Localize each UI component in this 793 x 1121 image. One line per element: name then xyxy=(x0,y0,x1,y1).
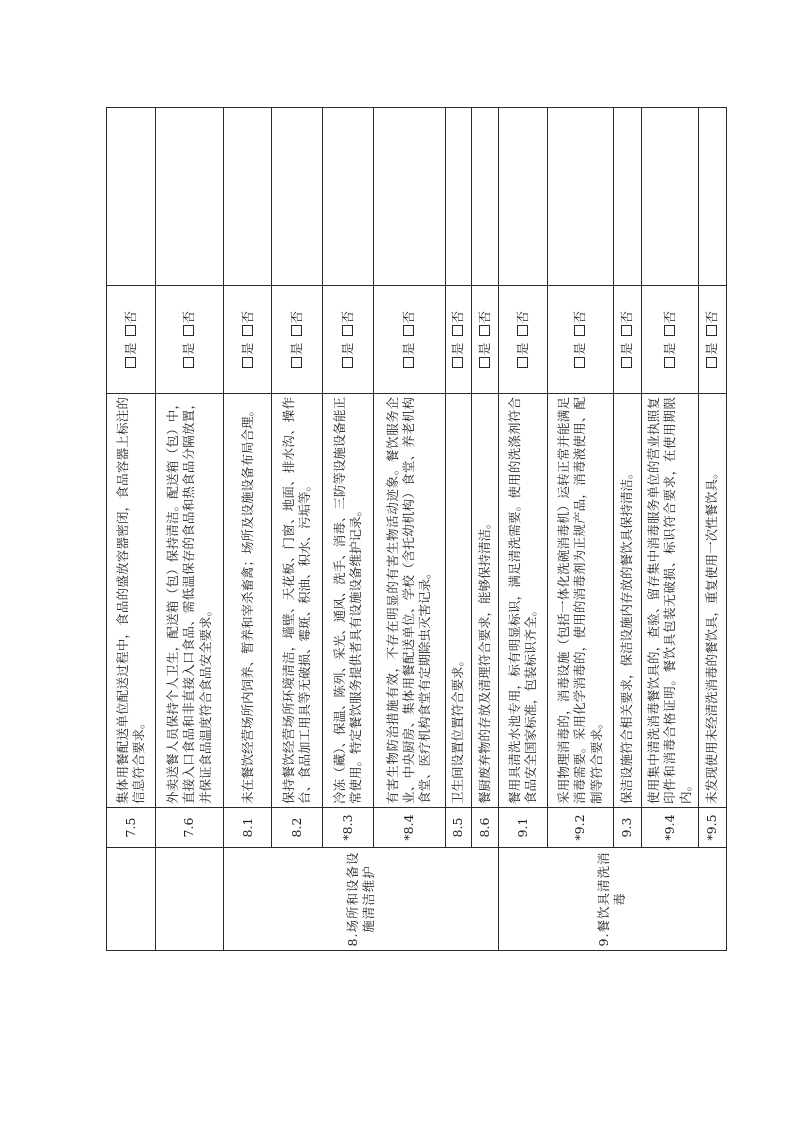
checkbox-no[interactable] xyxy=(125,326,136,337)
yes-option[interactable] xyxy=(572,343,587,369)
checkbox-no[interactable] xyxy=(621,326,632,337)
remarks-cell[interactable] xyxy=(498,108,547,286)
no-option[interactable] xyxy=(240,311,255,337)
option-label-yes: 是 xyxy=(401,342,417,356)
option-label-no: 否 xyxy=(661,310,677,324)
yes-option[interactable] xyxy=(240,343,255,369)
yes-no-cell xyxy=(498,286,547,394)
option-label-no: 否 xyxy=(239,310,255,324)
item-code: *9.5 xyxy=(699,808,727,848)
checkbox-no[interactable] xyxy=(403,326,414,337)
option-label-no: 否 xyxy=(514,310,530,324)
checkbox-yes[interactable] xyxy=(183,357,194,368)
checkbox-no[interactable] xyxy=(706,326,717,337)
option-label-yes: 是 xyxy=(572,342,588,356)
item-requirement: 餐用具清洗水池专用，标有明显标识，满足清洗需要。使用的洗涤剂符合食品安全国家标准，包装标识齐全。 xyxy=(498,394,547,808)
yes-option[interactable] xyxy=(450,343,465,369)
remarks-cell[interactable] xyxy=(107,108,156,286)
yes-no-cell xyxy=(614,286,642,394)
item-code: *8.4 xyxy=(373,808,445,848)
item-requirement: 集体用餐配送单位配送过程中，食品的盛放容器密闭，食品容器上标注的信息符合要求。 xyxy=(107,394,156,808)
option-label-yes: 是 xyxy=(288,342,304,356)
option-label-yes: 是 xyxy=(181,342,197,356)
table-row xyxy=(322,108,373,951)
table-row xyxy=(641,108,698,951)
checkbox-no[interactable] xyxy=(479,326,490,337)
no-option[interactable] xyxy=(515,311,530,337)
remarks-cell[interactable] xyxy=(445,108,472,286)
no-option[interactable] xyxy=(477,311,492,337)
rotated-inspection-table xyxy=(106,108,727,951)
yes-no-cell xyxy=(699,286,727,394)
remarks-cell[interactable] xyxy=(699,108,727,286)
table-row xyxy=(224,108,272,951)
item-code: 9.3 xyxy=(614,808,642,848)
no-option[interactable] xyxy=(704,311,719,337)
checkbox-yes[interactable] xyxy=(664,357,675,368)
option-label-no: 否 xyxy=(704,310,720,324)
item-code: 8.6 xyxy=(472,808,499,848)
remarks-cell[interactable] xyxy=(547,108,613,286)
table-row xyxy=(472,108,499,951)
remarks-cell[interactable] xyxy=(155,108,224,286)
option-label-no: 否 xyxy=(181,310,197,324)
option-label-no: 否 xyxy=(122,310,138,324)
table-row xyxy=(107,108,156,951)
yes-no-cell xyxy=(322,286,373,394)
item-requirement: 外卖送餐人员保持个人卫生，配送箱（包）保持清洁。配送箱（包）中，直接入口食品和非直接入口食品、需低温保存的食品和热食品分隔放置，并保证食品温度符合食品安全要求。 xyxy=(155,394,224,808)
yes-option[interactable] xyxy=(477,343,492,369)
option-label-no: 否 xyxy=(339,310,355,324)
item-requirement: 采用物理消毒的，消毒设施（包括一体化洗碗消毒机）运转正常并能满足消毒需要。采用化学消毒的，使用的消毒剂为正规产品，消毒液使用、配制等符合要求。 xyxy=(547,394,613,808)
option-label-yes: 是 xyxy=(514,342,530,356)
checkbox-yes[interactable] xyxy=(291,357,302,368)
item-code: 8.2 xyxy=(271,808,322,848)
item-code: 7.6 xyxy=(155,808,224,848)
remarks-cell[interactable] xyxy=(614,108,642,286)
yes-no-cell xyxy=(445,286,472,394)
option-label-yes: 是 xyxy=(339,342,355,356)
checkbox-no[interactable] xyxy=(291,326,302,337)
yes-option[interactable] xyxy=(401,343,416,369)
checkbox-yes[interactable] xyxy=(574,357,585,368)
yes-no-cell xyxy=(155,286,224,394)
option-label-no: 否 xyxy=(450,310,466,324)
option-label-no: 否 xyxy=(288,310,304,324)
option-label-yes: 是 xyxy=(122,342,138,356)
checkbox-yes[interactable] xyxy=(621,357,632,368)
checkbox-no[interactable] xyxy=(342,326,353,337)
item-code: 7.5 xyxy=(107,808,156,848)
remarks-cell[interactable] xyxy=(373,108,445,286)
category-cell-empty xyxy=(107,848,156,951)
option-label-yes: 是 xyxy=(239,342,255,356)
item-code: 9.1 xyxy=(498,808,547,848)
checkbox-yes[interactable] xyxy=(517,357,528,368)
item-code: *8.3 xyxy=(322,808,373,848)
no-option[interactable] xyxy=(662,311,677,337)
checkbox-no[interactable] xyxy=(242,326,253,337)
yes-option[interactable] xyxy=(515,343,530,369)
no-option[interactable] xyxy=(401,311,416,337)
yes-option[interactable] xyxy=(123,343,138,369)
yes-no-cell xyxy=(224,286,272,394)
yes-no-cell xyxy=(271,286,322,394)
option-label-no: 否 xyxy=(572,310,588,324)
checkbox-no[interactable] xyxy=(452,326,463,337)
remarks-cell[interactable] xyxy=(271,108,322,286)
yes-option[interactable] xyxy=(619,343,634,369)
table-row xyxy=(155,108,224,951)
option-label-no: 否 xyxy=(477,310,493,324)
option-label-yes: 是 xyxy=(704,342,720,356)
no-option[interactable] xyxy=(123,311,138,337)
yes-no-cell xyxy=(107,286,156,394)
table-row xyxy=(445,108,472,951)
checkbox-no[interactable] xyxy=(183,326,194,337)
no-option[interactable] xyxy=(340,311,355,337)
yes-no-cell xyxy=(373,286,445,394)
item-code: *9.4 xyxy=(641,808,698,848)
yes-option[interactable] xyxy=(181,343,196,369)
item-requirement: 有害生物防治措施有效，不存在明显的有害生物活动迹象。餐饮服务企业、中央厨房、集体用餐配送单位、学校（含托幼机构）食堂、养老机构食堂、医疗机构食堂有定期除虫灭害记录。 xyxy=(373,394,445,808)
yes-option[interactable] xyxy=(662,343,677,369)
yes-no-cell xyxy=(547,286,613,394)
item-code: *9.2 xyxy=(547,808,613,848)
option-label-yes: 是 xyxy=(450,342,466,356)
option-label-yes: 是 xyxy=(477,342,493,356)
category-cell: 9.餐饮具清洗消毒 xyxy=(498,848,726,951)
item-code: 8.1 xyxy=(224,808,272,848)
checkbox-yes[interactable] xyxy=(242,357,253,368)
no-option[interactable] xyxy=(181,311,196,337)
table-row xyxy=(699,108,727,951)
inspection-table xyxy=(106,107,727,951)
no-option[interactable] xyxy=(572,311,587,337)
checkbox-yes[interactable] xyxy=(479,357,490,368)
table-row xyxy=(271,108,322,951)
remarks-cell[interactable] xyxy=(641,108,698,286)
item-requirement: 餐厨废弃物的存放及清理符合要求，能够保持清洁。 xyxy=(472,394,499,808)
item-code: 8.5 xyxy=(445,808,472,848)
checkbox-no[interactable] xyxy=(517,326,528,337)
item-requirement: 未在餐饮经营场所内饲养、暂养和宰杀畜禽；场所及设施设备布局合理。 xyxy=(224,394,272,808)
yes-option[interactable] xyxy=(340,343,355,369)
category-cell-empty xyxy=(155,848,224,951)
yes-option[interactable] xyxy=(704,343,719,369)
table-row xyxy=(547,108,613,951)
checkbox-yes[interactable] xyxy=(706,357,717,368)
option-label-no: 否 xyxy=(401,310,417,324)
item-requirement: 保洁设施符合相关要求，保洁设施内存放的餐饮具保持清洁。 xyxy=(614,394,642,808)
item-requirement: 卫生间设置位置符合要求。 xyxy=(445,394,472,808)
checkbox-yes[interactable] xyxy=(125,357,136,368)
checkbox-yes[interactable] xyxy=(403,357,414,368)
table-row xyxy=(373,108,445,951)
item-requirement: 使用集中清洗消毒餐饮具的，查验、留存集中消毒服务单位的营业执照复印件和消毒合格证明。餐饮具包装无破损、标识符合要求，在使用期限内。 xyxy=(641,394,698,808)
option-label-yes: 是 xyxy=(619,342,635,356)
no-option[interactable] xyxy=(619,311,634,337)
no-option[interactable] xyxy=(450,311,465,337)
remarks-cell[interactable] xyxy=(322,108,373,286)
checkbox-no[interactable] xyxy=(664,326,675,337)
table-row xyxy=(498,108,547,951)
yes-no-cell xyxy=(641,286,698,394)
category-cell: 8.场所和设备设施清洁维护 xyxy=(224,848,499,951)
option-label-no: 否 xyxy=(619,310,635,324)
option-label-yes: 是 xyxy=(661,342,677,356)
yes-option[interactable] xyxy=(289,343,304,369)
item-requirement: 保持餐饮经营场所环境清洁，墙壁、天花板、门窗、地面、排水沟、操作台、食品加工用具等无破损、霉斑、积油、积水、污垢等。 xyxy=(271,394,322,808)
yes-no-cell xyxy=(472,286,499,394)
item-requirement: 冷冻（藏）、保温、陈列、采光、通风、洗手、消毒、三防等设施设备能正常使用。特定餐饮服务提供者具有设施设备维护记录。 xyxy=(322,394,373,808)
checkbox-no[interactable] xyxy=(574,326,585,337)
table-row xyxy=(614,108,642,951)
no-option[interactable] xyxy=(289,311,304,337)
checkbox-yes[interactable] xyxy=(342,357,353,368)
item-requirement: 未发现使用未经清洗消毒的餐饮具，重复使用一次性餐饮具。 xyxy=(699,394,727,808)
remarks-cell[interactable] xyxy=(472,108,499,286)
remarks-cell[interactable] xyxy=(224,108,272,286)
checkbox-yes[interactable] xyxy=(452,357,463,368)
